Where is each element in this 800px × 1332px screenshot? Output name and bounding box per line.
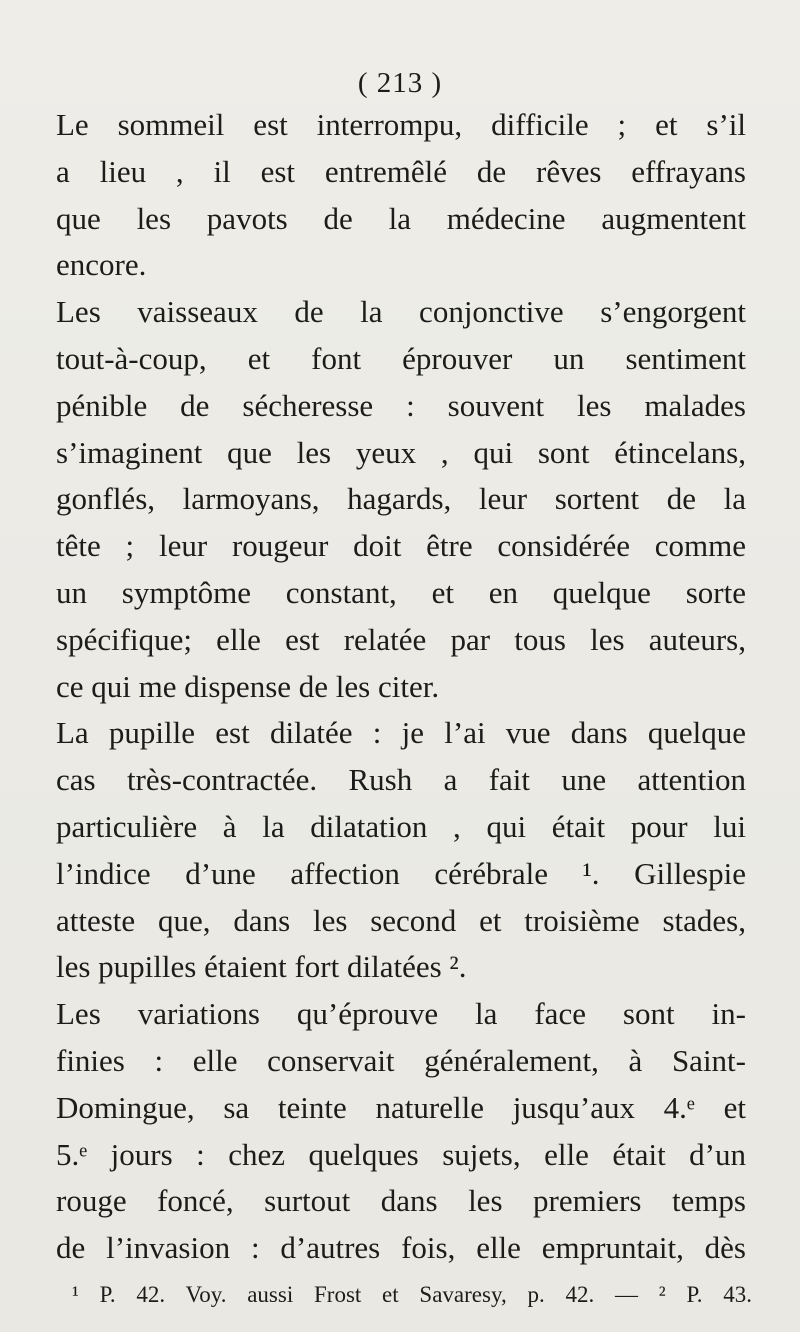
text-line: de l’invasion : d’autres fois, elle empruntait, dès — [56, 1230, 746, 1266]
text-line: ce qui me dispense de les citer. — [56, 668, 440, 704]
text-line: un symptôme constant, et en quelque sorte — [56, 574, 746, 610]
text-line: particulière à la dilatation , qui était pour lui — [56, 808, 746, 844]
text-line: gonflés, larmoyans, hagards, leur sortent de la — [56, 481, 746, 517]
text-line: a lieu , il est entremêlé de rêves effrayans — [56, 153, 746, 189]
text-line: atteste que, dans les second et troisième stades, — [56, 902, 746, 938]
text-line: tête ; leur rougeur doit être considérée comme — [56, 528, 746, 564]
text-line: 5.ᵉ jours : chez quelques sujets, elle était d’un — [56, 1136, 746, 1172]
text-line: Domingue, sa teinte naturelle jusqu’aux 4.ᵉ et — [56, 1089, 746, 1125]
body-text — [56, 102, 746, 1272]
footnote: ¹ P. 42. Voy. aussi Frost et Savaresy, p. 42. — ² P. 43. — [72, 1282, 752, 1307]
text-line: Les vaisseaux de la conjonctive s’engorgent — [56, 294, 746, 330]
text-line: rouge foncé, surtout dans les premiers temps — [56, 1183, 746, 1219]
text-line: l’indice d’une affection cérébrale ¹. Gillespie — [56, 855, 746, 891]
text-line: cas très-contractée. Rush a fait une attention — [56, 762, 746, 798]
page-number: ( 213 ) — [357, 67, 443, 99]
text-line: Le sommeil est interrompu, difficile ; et s’il — [56, 107, 746, 142]
text-line: pénible de sécheresse : souvent les malades — [56, 387, 746, 423]
text-line: tout-à-coup, et font éprouver un sentiment — [56, 340, 746, 376]
text-line: que les pavots de la médecine augmentent — [56, 200, 746, 236]
text-line: encore. — [56, 247, 147, 283]
text-line: s’imaginent que les yeux , qui sont étincelans, — [56, 434, 746, 470]
text-line: La pupille est dilatée : je l’ai vue dans quelque — [56, 715, 746, 751]
text-line: spécifique; elle est relatée par tous les auteurs, — [56, 621, 746, 657]
text-line: finies : elle conservait généralement, à Saint- — [56, 1042, 746, 1078]
text-line: Les variations qu’éprouve la face sont in- — [56, 996, 746, 1032]
text-line: les pupilles étaient fort dilatées ². — [56, 949, 467, 985]
